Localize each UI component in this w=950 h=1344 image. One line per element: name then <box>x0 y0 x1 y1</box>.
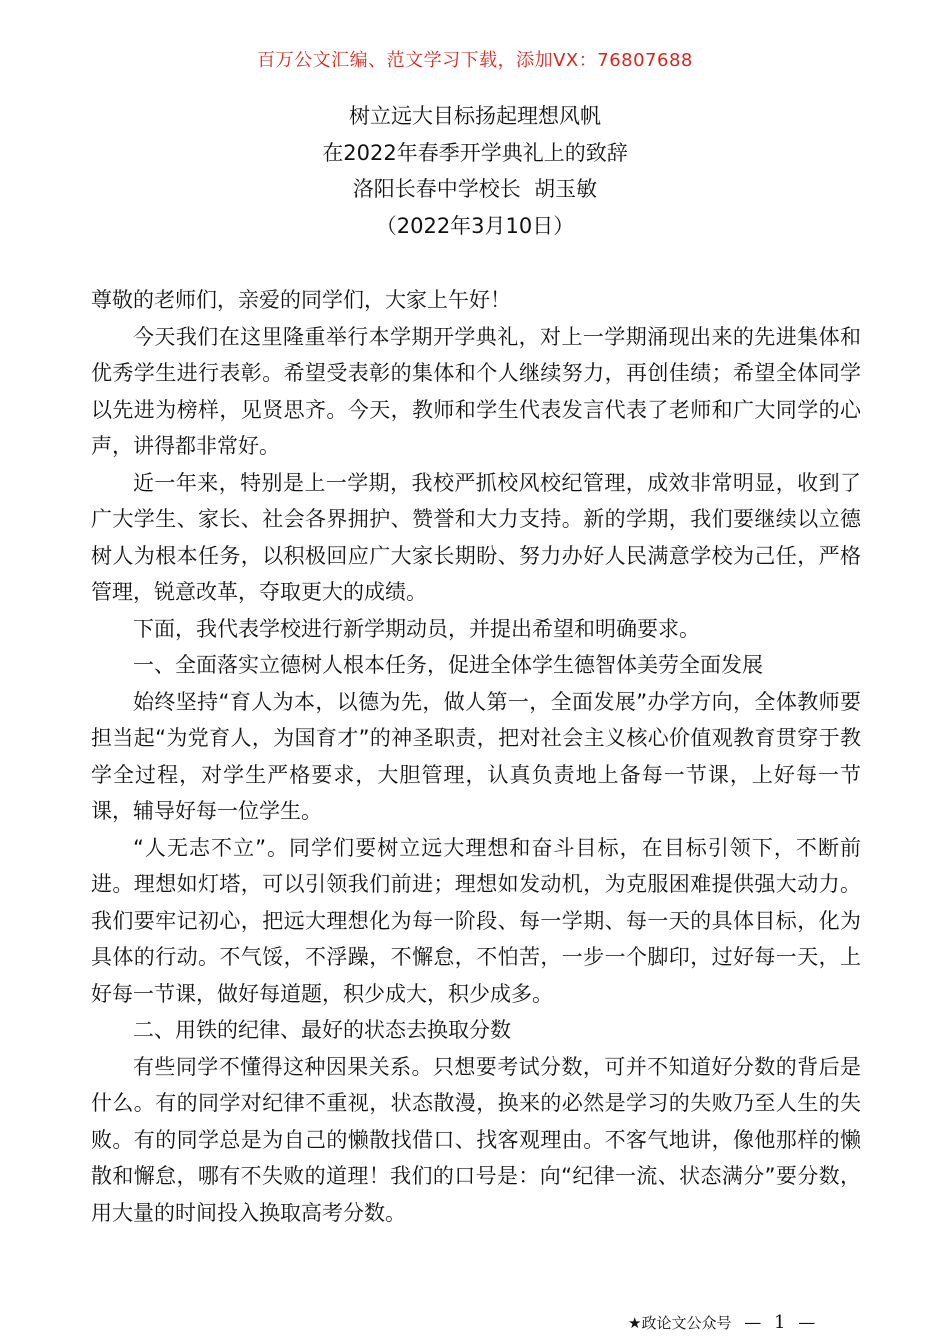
speech-body <box>91 282 861 1231</box>
promo-banner: 百万公文汇编、范文学习下载，添加VX：76807688 <box>257 50 693 71</box>
page-footer <box>628 1312 823 1333</box>
body-paragraph: 始终坚持“育人为本，以德为先，做人第一，全面发展”办学方向，全体教师要担当起“为党育人，为国育才”的神圣职责，把对社会主义核心价值观教育贯穿于教学全过程，对学生严格要求，大胆管理，认真负责地上备每一节课，上好每一节课，辅导好每一位学生。 <box>91 689 861 823</box>
speech-occasion: 在2022年春季开学典礼上的致辞 <box>322 140 628 165</box>
title-block <box>0 98 950 244</box>
body-paragraph: 近一年来，特别是上一学期，我校严抓校风校纪管理，成效非常明显，收到了广大学生、家长、社会各界拥护、赞誉和大力支持。新的学期，我们要继续以立德树人为根本任务，以积极回应广大家长期盼、努力办好人民满意学校为己任，严格管理，锐意改革，夺取更大的成绩。 <box>91 470 861 604</box>
body-paragraph: 今天我们在这里隆重举行本学期开学典礼，对上一学期涌现出来的先进集体和优秀学生进行表彰。希望受表彰的集体和个人继续努力，再创佳绩；希望全体同学以先进为榜样，见贤思齐。今天，教师和学生代表发言代表了老师和广大同学的心声，讲得都非常好。 <box>91 324 861 458</box>
section-heading: 二、用铁的纪律、最好的状态去换取分数 <box>133 1018 511 1042</box>
section-heading: 一、全面落实立德树人根本任务，促进全体学生德智体美劳全面发展 <box>133 653 763 677</box>
speaker-line: 洛阳长春中学校长 胡玉敏 <box>352 177 598 201</box>
footer-label: ★政论文公众号 <box>628 1314 732 1332</box>
page-number: 1 <box>774 1312 786 1333</box>
footer-dash: — <box>744 1313 762 1333</box>
speech-title: 树立远大目标扬起理想风帆 <box>349 104 601 128</box>
salutation: 尊敬的老师们，亲爱的同学们，大家上午好！ <box>91 288 511 312</box>
body-paragraph: “人无志不立”。同学们要树立远大理想和奋斗目标，在目标引领下，不断前进。理想如灯塔，可以引领我们前进；理想如发动机，为克服困难提供强大动力。我们要牢记初心，把远大理想化为每一阶段、每一学期、每一天的具体目标，化为具体的行动。不气馁，不浮躁，不懈怠，不怕苦，一步一个脚印，过好每一天，上好每一节课，做好每道题，积少成大，积少成多。 <box>91 835 861 1006</box>
speech-date: （2022年3月10日） <box>375 213 575 238</box>
body-paragraph: 有些同学不懂得这种因果关系。只想要考试分数，可并不知道好分数的背后是什么。有的同学对纪律不重视，状态散漫，换来的必然是学习的失败乃至人生的失败。有的同学总是为自己的懒散找借口、找客观理由。不客气地讲，像他那样的懒散和懈怠，哪有不失败的道理！我们的口号是：向“纪律一流、状态满分”要分数，用大量的时间投入换取高考分数。 <box>91 1054 861 1225</box>
footer-dash: — <box>798 1313 816 1333</box>
body-paragraph: 下面，我代表学校进行新学期动员，并提出希望和明确要求。 <box>133 616 700 641</box>
